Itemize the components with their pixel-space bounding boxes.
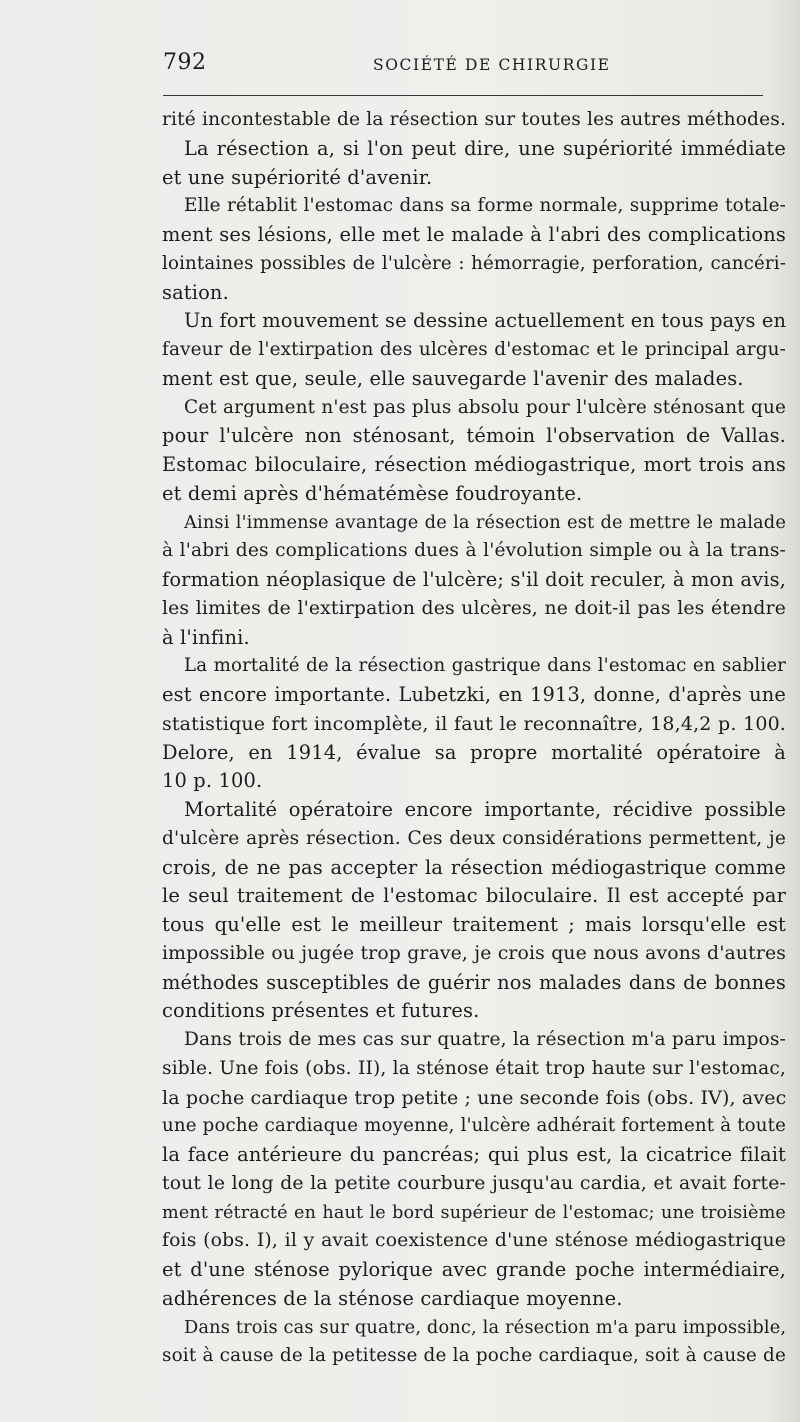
text-line: Ainsi l'immense avantage de la résection est de mettre le malade [184,511,786,533]
text-line: Cet argument n'est pas plus absolu pour l'ulcère sténosant que [184,396,786,418]
text-line: sation. [162,280,229,304]
text-line: Un fort mouvement se dessine actuellement en tous pays en [184,309,786,333]
text-line: et une supériorité d'avenir. [162,165,433,189]
page-number: 792 [163,50,207,75]
text-line: fois (obs. I), il y avait coexistence d'une sténose médiogastrique [162,1230,786,1252]
text-line: une poche cardiaque moyenne, l'ulcère adhérait fortement à toute [162,1115,786,1137]
text-line: le seul traitement de l'estomac biloculaire. Il est accepté par [162,884,786,908]
text-line: et demi après d'hématémèse foudroyante. [162,481,583,505]
text-line: sible. Une fois (obs. II), la sténose était trop haute sur l'estomac, [162,1057,786,1079]
text-line: la poche cardiaque trop petite ; une seconde fois (obs. IV), avec [162,1086,786,1109]
text-line: La résection a, si l'on peut dire, une supériorité immédiate [184,136,786,160]
header-rule [163,95,763,96]
text-line: adhérences de la sténose cardiaque moyenne. [162,1286,623,1310]
text-line: ment ses lésions, elle met le malade à l'abri des complications [162,223,786,246]
text-line: rité incontestable de la résection sur toutes les autres méthodes. [162,109,786,130]
text-line: tout le long de la petite courbure jusqu'au cardia, et avait forte- [162,1172,786,1194]
page-header [163,48,770,78]
text-line: Delore, en 1914, évalue sa propre mortalité opératoire à [162,740,786,764]
text-line: les limites de l'extirpation des ulcères, ne doit-il pas les étendre [162,597,786,619]
text-line: ment rétracté en haut le bord supérieur de l'estomac; une troisième [162,1202,786,1223]
text-line: d'ulcère après résection. Ces deux considérations permettent, je [162,827,786,849]
text-line: la face antérieure du pancréas; qui plus est, la cicatrice filait [162,1143,786,1166]
text-line: Estomac biloculaire, résection médiogastrique, mort trois ans [162,453,786,476]
text-line: formation néoplasique de l'ulcère; s'il doit reculer, à mon avis, [162,568,786,591]
text-line: ment est que, seule, elle sauvegarde l'avenir des malades. [162,366,744,390]
text-line: faveur de l'extirpation des ulcères d'estomac et le principal argu- [162,339,786,360]
running-title: SOCIÉTÉ DE CHIRURGIE [373,56,611,74]
text-line: pour l'ulcère non sténosant, témoin l'observation de Vallas. [162,424,786,448]
text-line: et d'une sténose pylorique avec grande poche intermédiaire, [162,1258,786,1281]
text-line: 10 p. 100. [162,769,263,793]
text-line: conditions présentes et futures. [162,999,480,1023]
text-line: impossible ou jugée trop grave, je crois que nous avons d'autres [162,942,786,964]
text-line: La mortalité de la résection gastrique dans l'estomac en sablier [184,655,786,677]
text-line: soit à cause de la petitesse de la poche cardiaque, soit à cause de [162,1345,786,1367]
text-line: statistique fort incomplète, il faut le reconnaître, 18,4,2 p. 100. [162,712,786,735]
text-line: crois, de ne pas accepter la résection médiogastrique comme [162,855,786,879]
text-line: Elle rétablit l'estomac dans sa forme normale, supprime totale- [184,195,786,217]
text-line: Dans trois cas sur quatre, donc, la résection m'a paru impossible, [184,1316,786,1338]
text-line: tous qu'elle est le meilleur traitement ; mais lorsqu'elle est [162,913,786,936]
body-text [162,106,786,1371]
text-line: Mortalité opératoire encore importante, récidive possible [184,798,786,821]
text-line: à l'abri des complications dues à l'évolution simple ou à la trans- [162,540,786,562]
text-line: méthodes susceptibles de guérir nos malades dans de bonnes [162,970,786,994]
text-line: est encore importante. Lubetzki, en 1913, donne, d'après une [162,683,786,706]
text-line: à l'infini. [162,625,250,649]
text-line: lointaines possibles de l'ulcère : hémorragie, perforation, cancéri- [162,252,786,274]
text-line: Dans trois de mes cas sur quatre, la résection m'a paru impos- [184,1029,786,1050]
